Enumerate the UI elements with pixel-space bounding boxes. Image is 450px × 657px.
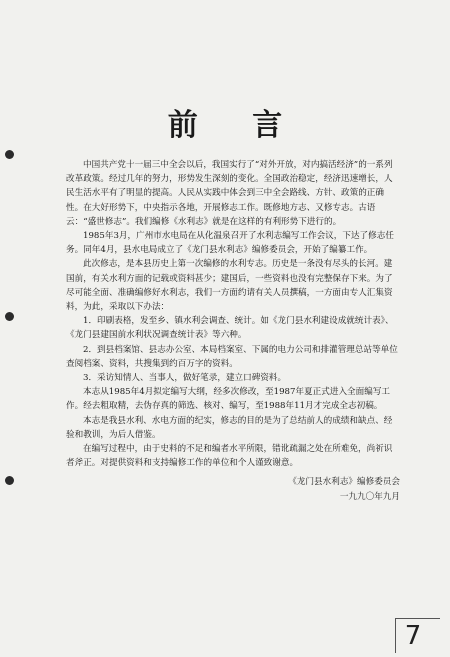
binding-hole xyxy=(5,312,14,321)
list-item: 2．到县档案馆、县志办公室、本局档案室、下属的电力公司和排灌管理总站等单位查阅档案、资料，共搜集到约百万字的资料。 xyxy=(66,344,398,369)
body-text xyxy=(66,158,400,505)
paragraph: 本志从1985年4月拟定编写大纲，经多次修改，至1987年夏正式进入全面编写工作。经去粗取精，去伪存真的筛选、核对、编写，至1988年11月才完成全志初稿。 xyxy=(66,387,391,412)
binding-hole xyxy=(5,476,14,485)
page-title: 前 言 xyxy=(167,108,305,143)
paragraph: 此次修志，是本县历史上第一次编修的水利专志。历史是一条没有尽头的长河。建国前，有关水利方面的记载或资料甚少；建国后，一些资料也没有完整保存下来。为了尽可能全面、准确编修好水利志，我们一方面约请有关人员撰稿，一方面由专人汇集资料，为此，采取以下办法： xyxy=(66,259,393,313)
paragraph: 在编写过程中，由于史料的不足和编者水平所限，错讹疏漏之处在所难免，尚祈识者斧正。对提供资料和支持编修工作的单位和个人谨致谢意。 xyxy=(66,444,393,469)
signature-author: 《龙门县水利志》编修委员会 xyxy=(288,477,400,488)
binding-hole xyxy=(5,150,14,159)
list-item: 3．采访知情人、当事人，做好笔录，建立口碑资料。 xyxy=(83,373,287,384)
signature-block xyxy=(66,475,400,504)
paragraph: 1985年3月，广州市水电局在从化温泉召开了水利志编写工作会议，下达了修志任务。同年4月，县水电局成立了《龙门县水利志》编修委员会，开始了编纂工作。 xyxy=(66,231,394,256)
page-number: 7 xyxy=(404,621,422,651)
signature-date: 一九九〇年九月 xyxy=(339,492,400,503)
paragraph: 本志是我县水利、水电方面的纪实，修志的目的是为了总结前人的成绩和缺点、经验和教训，为后人借鉴。 xyxy=(66,415,393,440)
list-item: 1．印刷表格，发至乡、镇水利会调查、统计。如《龙门县水利建设成就统计表》、《龙门县建国前水利状况调查统计表》等六种。 xyxy=(66,316,394,341)
paragraph: 中国共产党十一届三中全会以后，我国实行了“对外开放，对内搞活经济”的一系列改革政策。经过几年的努力，形势发生深刻的变化。全国政治稳定，经济迅速增长，人民生活水平有了明显的提高。人民从实践中体会到三中全会路线、方针、政策的正确性。在大好形势下，中央指示各地，开展修志工作。既修地方志、又修专志。古语云：“盛世修志”。我们编修《水利志》就是在这样的有利形势下进行的。 xyxy=(66,160,393,227)
